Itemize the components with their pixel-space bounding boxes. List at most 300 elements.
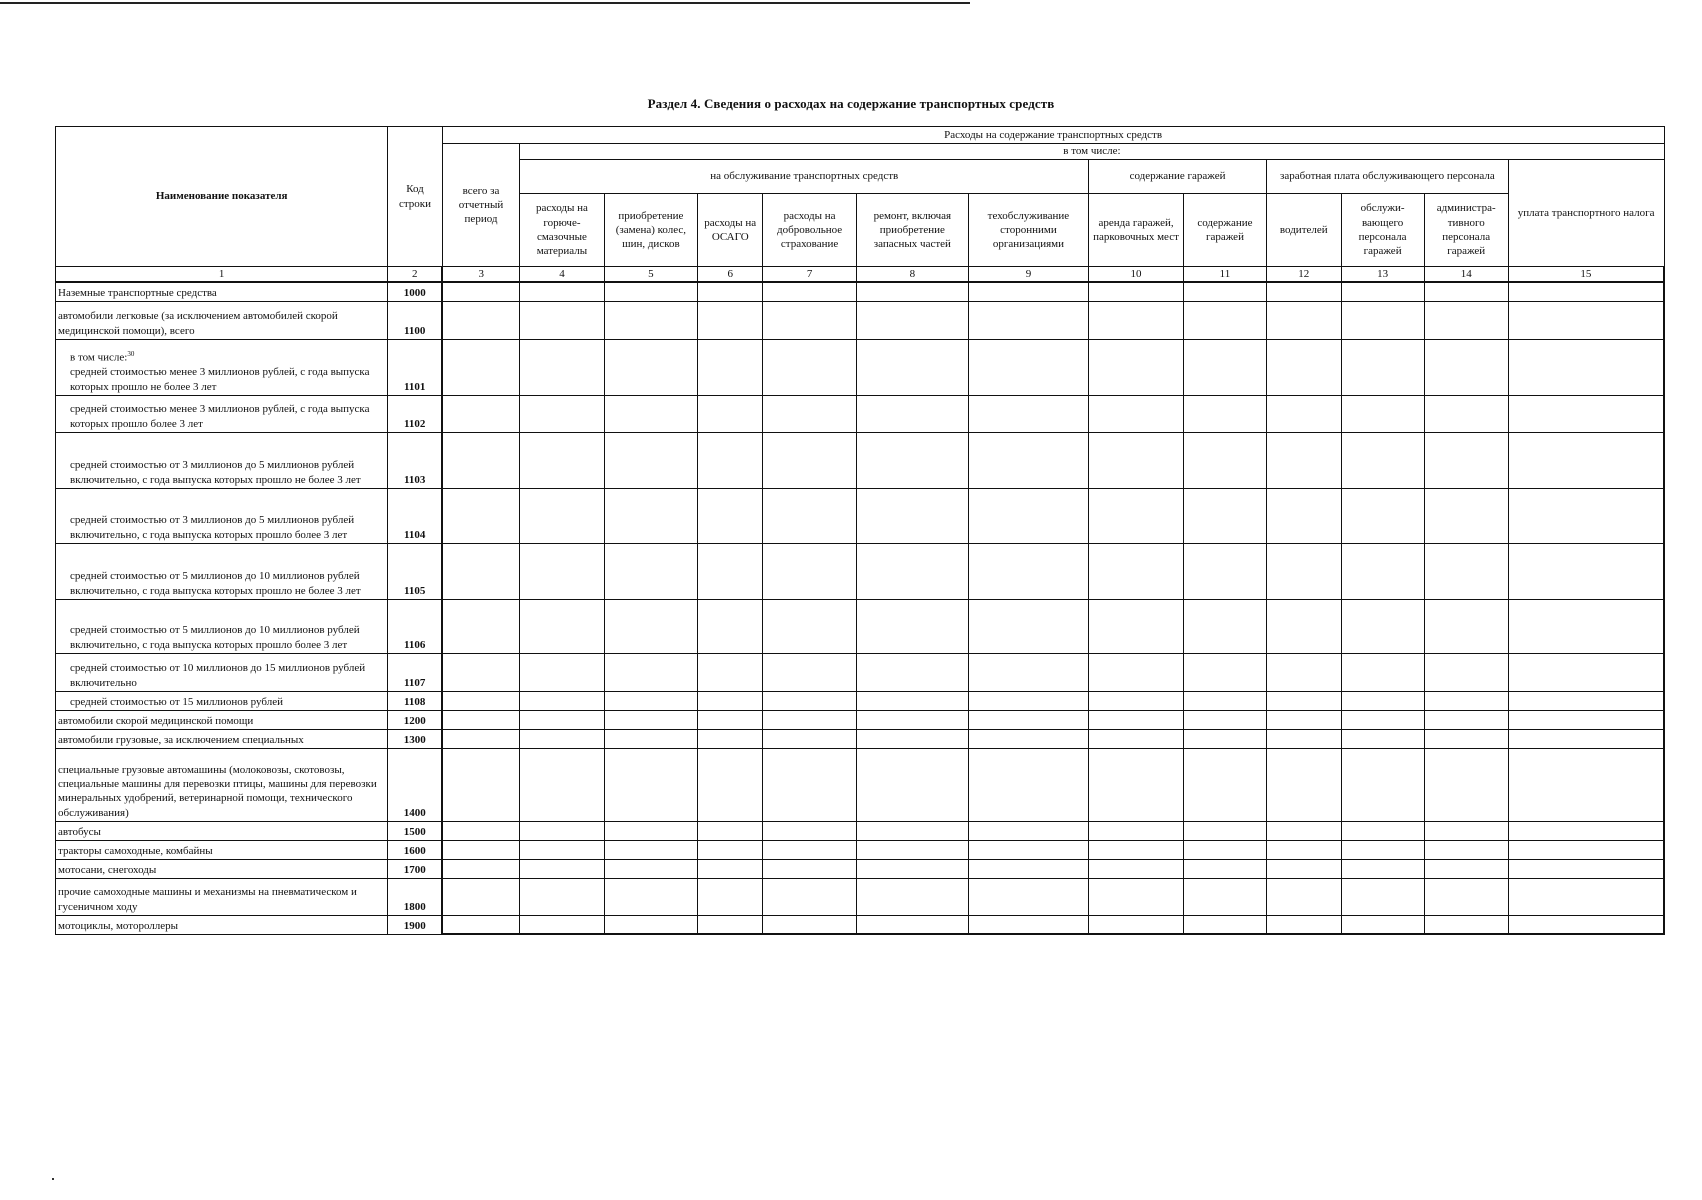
value-cell[interactable] <box>1424 840 1508 859</box>
value-cell[interactable] <box>1183 878 1266 915</box>
value-cell[interactable] <box>968 821 1088 840</box>
value-cell[interactable] <box>698 859 763 878</box>
value-cell[interactable] <box>1089 488 1184 543</box>
header-repair: ремонт, включая приобретение запасных частей <box>856 194 968 267</box>
value-cell[interactable] <box>1089 840 1184 859</box>
value-cell[interactable] <box>763 339 857 395</box>
table-row <box>56 821 1665 840</box>
value-cell[interactable] <box>1424 729 1508 748</box>
value-cell[interactable] <box>763 691 857 710</box>
value-cell[interactable] <box>1183 432 1266 488</box>
value-cell[interactable] <box>520 691 604 710</box>
value-cell[interactable] <box>442 915 520 934</box>
value-cell[interactable] <box>520 599 604 653</box>
value-cell[interactable] <box>604 282 698 301</box>
value-cell[interactable] <box>1267 840 1342 859</box>
header-third-party-service: техобслуживание сторонними организациями <box>968 194 1088 267</box>
column-number: 6 <box>698 267 763 283</box>
row-indicator-name: тракторы самоходные, комбайны <box>56 840 388 859</box>
value-cell[interactable] <box>520 432 604 488</box>
value-cell[interactable] <box>1341 432 1424 488</box>
value-cell[interactable] <box>604 543 698 599</box>
table-row <box>56 710 1665 729</box>
column-number: 4 <box>520 267 604 283</box>
value-cell[interactable] <box>763 878 857 915</box>
value-cell[interactable] <box>1341 729 1424 748</box>
value-cell[interactable] <box>856 878 968 915</box>
column-number: 8 <box>856 267 968 283</box>
value-cell[interactable] <box>698 878 763 915</box>
value-cell[interactable] <box>1089 599 1184 653</box>
header-garages-group: содержание гаражей <box>1089 160 1267 194</box>
value-cell[interactable] <box>1341 915 1424 934</box>
value-cell[interactable] <box>520 488 604 543</box>
table-row <box>56 282 1665 301</box>
value-cell[interactable] <box>698 821 763 840</box>
value-cell[interactable] <box>968 653 1088 691</box>
value-cell[interactable] <box>968 543 1088 599</box>
value-cell[interactable] <box>763 282 857 301</box>
value-cell[interactable] <box>763 840 857 859</box>
value-cell[interactable] <box>763 432 857 488</box>
value-cell[interactable] <box>1341 301 1424 339</box>
value-cell[interactable] <box>1508 653 1664 691</box>
value-cell[interactable] <box>520 748 604 821</box>
value-cell[interactable] <box>968 840 1088 859</box>
value-cell[interactable] <box>698 339 763 395</box>
value-cell[interactable] <box>968 301 1088 339</box>
value-cell[interactable] <box>968 878 1088 915</box>
value-cell[interactable] <box>1089 282 1184 301</box>
value-cell[interactable] <box>520 653 604 691</box>
value-cell[interactable] <box>763 915 857 934</box>
value-cell[interactable] <box>1341 840 1424 859</box>
row-indicator-name: специальные грузовые автомашины (молоковозы, скотовозы, специальные машины для перевозки птицы, машины для перевозки минеральных удобрений, ветеринарной помощи, технического обслуживания) <box>56 748 388 821</box>
value-cell[interactable] <box>1508 710 1664 729</box>
value-cell[interactable] <box>1424 599 1508 653</box>
value-cell[interactable] <box>1508 282 1664 301</box>
header-row-code: Код строки <box>388 127 442 267</box>
value-cell[interactable] <box>1341 748 1424 821</box>
value-cell[interactable] <box>968 488 1088 543</box>
value-cell[interactable] <box>1424 859 1508 878</box>
value-cell[interactable] <box>1089 859 1184 878</box>
value-cell[interactable] <box>1183 653 1266 691</box>
value-cell[interactable] <box>1267 653 1342 691</box>
row-indicator-name: средней стоимостью от 15 миллионов рублей <box>56 691 388 710</box>
value-cell[interactable] <box>1267 488 1342 543</box>
value-cell[interactable] <box>1183 339 1266 395</box>
row-code: 1400 <box>388 748 442 821</box>
value-cell[interactable] <box>1424 653 1508 691</box>
header-garage-upkeep: содержание гаражей <box>1183 194 1266 267</box>
value-cell[interactable] <box>856 488 968 543</box>
value-cell[interactable] <box>1508 915 1664 934</box>
value-cell[interactable] <box>1341 821 1424 840</box>
value-cell[interactable] <box>1508 748 1664 821</box>
header-total-period: всего за отчетный период <box>442 144 520 267</box>
header-maintenance-group: на обслуживание транспортных средств <box>520 160 1089 194</box>
value-cell[interactable] <box>1089 878 1184 915</box>
value-cell[interactable] <box>698 282 763 301</box>
value-cell[interactable] <box>1267 301 1342 339</box>
value-cell[interactable] <box>1424 915 1508 934</box>
value-cell[interactable] <box>442 599 520 653</box>
row-indicator-name: мотоциклы, мотороллеры <box>56 915 388 934</box>
value-cell[interactable] <box>856 840 968 859</box>
value-cell[interactable] <box>1089 729 1184 748</box>
header-service-staff: обслужи-вающего персонала гаражей <box>1341 194 1424 267</box>
header-indicator-name: Наименование показателя <box>56 127 388 267</box>
value-cell[interactable] <box>763 599 857 653</box>
value-cell[interactable] <box>1508 599 1664 653</box>
value-cell[interactable] <box>698 729 763 748</box>
value-cell[interactable] <box>856 691 968 710</box>
value-cell[interactable] <box>1183 840 1266 859</box>
row-indicator-text: средней стоимостью менее 3 миллионов рублей, с года выпуска которых прошло не более 3 лет <box>70 366 370 393</box>
value-cell[interactable] <box>1089 301 1184 339</box>
value-cell[interactable] <box>968 729 1088 748</box>
value-cell[interactable] <box>698 432 763 488</box>
value-cell[interactable] <box>1424 395 1508 432</box>
value-cell[interactable] <box>1267 821 1342 840</box>
column-number: 13 <box>1341 267 1424 283</box>
row-indicator-name: автомобили легковые (за исключением автомобилей скорой медицинской помощи), всего <box>56 301 388 339</box>
value-cell[interactable] <box>1508 859 1664 878</box>
value-cell[interactable] <box>698 710 763 729</box>
value-cell[interactable] <box>1508 878 1664 915</box>
value-cell[interactable] <box>604 729 698 748</box>
row-code: 1106 <box>388 599 442 653</box>
value-cell[interactable] <box>1267 395 1342 432</box>
value-cell[interactable] <box>698 395 763 432</box>
value-cell[interactable] <box>1508 395 1664 432</box>
value-cell[interactable] <box>604 395 698 432</box>
row-indicator-name: мотосани, снегоходы <box>56 859 388 878</box>
row-indicator-name: Наземные транспортные средства <box>56 282 388 301</box>
value-cell[interactable] <box>1267 543 1342 599</box>
header-transport-tax: уплата транспортного налога <box>1508 160 1664 267</box>
value-cell[interactable] <box>1424 282 1508 301</box>
value-cell[interactable] <box>698 488 763 543</box>
value-cell[interactable] <box>698 301 763 339</box>
header-drivers: водителей <box>1267 194 1342 267</box>
value-cell[interactable] <box>1089 395 1184 432</box>
value-cell[interactable] <box>968 859 1088 878</box>
value-cell[interactable] <box>1267 432 1342 488</box>
row-indicator-name: средней стоимостью от 3 миллионов до 5 миллионов рублей включительно, с года выпуска которых прошло не более 3 лет <box>56 432 388 488</box>
value-cell[interactable] <box>1183 301 1266 339</box>
value-cell[interactable] <box>968 915 1088 934</box>
header-admin-staff: администра-тивного персонала гаражей <box>1424 194 1508 267</box>
value-cell[interactable] <box>442 840 520 859</box>
value-cell[interactable] <box>1424 339 1508 395</box>
value-cell[interactable] <box>1267 599 1342 653</box>
value-cell[interactable] <box>1089 339 1184 395</box>
value-cell[interactable] <box>520 395 604 432</box>
value-cell[interactable] <box>1183 729 1266 748</box>
row-indicator-name: автомобили скорой медицинской помощи <box>56 710 388 729</box>
value-cell[interactable] <box>1424 301 1508 339</box>
value-cell[interactable] <box>763 543 857 599</box>
table-row <box>56 691 1665 710</box>
value-cell[interactable] <box>698 543 763 599</box>
value-cell[interactable] <box>520 859 604 878</box>
value-cell[interactable] <box>442 339 520 395</box>
value-cell[interactable] <box>442 691 520 710</box>
table-row <box>56 840 1665 859</box>
column-number: 1 <box>56 267 388 283</box>
value-cell[interactable] <box>698 599 763 653</box>
value-cell[interactable] <box>604 748 698 821</box>
value-cell[interactable] <box>442 653 520 691</box>
value-cell[interactable] <box>763 748 857 821</box>
table-row <box>56 395 1665 432</box>
value-cell[interactable] <box>520 729 604 748</box>
value-cell[interactable] <box>1424 432 1508 488</box>
value-cell[interactable] <box>1424 691 1508 710</box>
value-cell[interactable] <box>1267 691 1342 710</box>
column-number: 15 <box>1508 267 1664 283</box>
header-garage-rent: аренда гаражей, парковочных мест <box>1089 194 1184 267</box>
value-cell[interactable] <box>1267 859 1342 878</box>
value-cell[interactable] <box>442 301 520 339</box>
value-cell[interactable] <box>1089 543 1184 599</box>
value-cell[interactable] <box>442 395 520 432</box>
row-code: 1600 <box>388 840 442 859</box>
row-including-label: в том числе: <box>70 351 128 364</box>
value-cell[interactable] <box>604 599 698 653</box>
value-cell[interactable] <box>856 729 968 748</box>
value-cell[interactable] <box>856 432 968 488</box>
value-cell[interactable] <box>1183 691 1266 710</box>
header-osago: расходы на ОСАГО <box>698 194 763 267</box>
value-cell[interactable] <box>1183 395 1266 432</box>
value-cell[interactable] <box>1424 488 1508 543</box>
value-cell[interactable] <box>442 859 520 878</box>
value-cell[interactable] <box>1341 691 1424 710</box>
value-cell[interactable] <box>604 915 698 934</box>
value-cell[interactable] <box>520 339 604 395</box>
value-cell[interactable] <box>1089 915 1184 934</box>
value-cell[interactable] <box>856 859 968 878</box>
value-cell[interactable] <box>1089 432 1184 488</box>
value-cell[interactable] <box>763 301 857 339</box>
value-cell[interactable] <box>604 488 698 543</box>
value-cell[interactable] <box>968 395 1088 432</box>
value-cell[interactable] <box>763 821 857 840</box>
value-cell[interactable] <box>856 915 968 934</box>
row-code: 1000 <box>388 282 442 301</box>
value-cell[interactable] <box>968 432 1088 488</box>
value-cell[interactable] <box>1424 543 1508 599</box>
value-cell[interactable] <box>1508 301 1664 339</box>
value-cell[interactable] <box>1341 878 1424 915</box>
top-rule <box>0 2 970 4</box>
value-cell[interactable] <box>1183 543 1266 599</box>
value-cell[interactable] <box>442 282 520 301</box>
value-cell[interactable] <box>856 339 968 395</box>
value-cell[interactable] <box>1267 915 1342 934</box>
header-salary-group: заработная плата обслуживающего персонала <box>1267 160 1509 194</box>
value-cell[interactable] <box>604 840 698 859</box>
value-cell[interactable] <box>1341 339 1424 395</box>
value-cell[interactable] <box>604 301 698 339</box>
value-cell[interactable] <box>1508 488 1664 543</box>
value-cell[interactable] <box>1424 878 1508 915</box>
row-code: 1300 <box>388 729 442 748</box>
value-cell[interactable] <box>442 748 520 821</box>
value-cell[interactable] <box>1424 821 1508 840</box>
value-cell[interactable] <box>856 282 968 301</box>
value-cell[interactable] <box>604 432 698 488</box>
value-cell[interactable] <box>442 729 520 748</box>
value-cell[interactable] <box>1183 748 1266 821</box>
value-cell[interactable] <box>763 710 857 729</box>
value-cell[interactable] <box>698 915 763 934</box>
value-cell[interactable] <box>442 432 520 488</box>
header-fuel: расходы на горюче-смазочные материалы <box>520 194 604 267</box>
value-cell[interactable] <box>763 488 857 543</box>
value-cell[interactable] <box>1183 710 1266 729</box>
value-cell[interactable] <box>856 748 968 821</box>
value-cell[interactable] <box>1508 543 1664 599</box>
value-cell[interactable] <box>856 301 968 339</box>
value-cell[interactable] <box>1508 432 1664 488</box>
table-row <box>56 339 1665 395</box>
value-cell[interactable] <box>604 821 698 840</box>
value-cell[interactable] <box>968 748 1088 821</box>
column-number: 14 <box>1424 267 1508 283</box>
value-cell[interactable] <box>604 859 698 878</box>
value-cell[interactable] <box>763 729 857 748</box>
row-code: 1103 <box>388 432 442 488</box>
value-cell[interactable] <box>763 653 857 691</box>
value-cell[interactable] <box>968 691 1088 710</box>
value-cell[interactable] <box>1267 878 1342 915</box>
value-cell[interactable] <box>1183 282 1266 301</box>
value-cell[interactable] <box>604 878 698 915</box>
value-cell[interactable] <box>968 339 1088 395</box>
value-cell[interactable] <box>763 859 857 878</box>
value-cell[interactable] <box>1341 282 1424 301</box>
value-cell[interactable] <box>698 653 763 691</box>
value-cell[interactable] <box>1341 488 1424 543</box>
value-cell[interactable] <box>1341 653 1424 691</box>
value-cell[interactable] <box>1183 915 1266 934</box>
table-row <box>56 915 1665 934</box>
value-cell[interactable] <box>604 691 698 710</box>
value-cell[interactable] <box>1508 339 1664 395</box>
value-cell[interactable] <box>1267 748 1342 821</box>
row-indicator-name: средней стоимостью от 10 миллионов до 15 миллионов рублей включительно <box>56 653 388 691</box>
scan-speck <box>52 1178 54 1180</box>
value-cell[interactable] <box>520 878 604 915</box>
row-indicator-name: автомобили грузовые, за исключением специальных <box>56 729 388 748</box>
value-cell[interactable] <box>520 710 604 729</box>
value-cell[interactable] <box>1508 691 1664 710</box>
value-cell[interactable] <box>698 840 763 859</box>
header-tires: приобретение (замена) колес, шин, дисков <box>604 194 698 267</box>
value-cell[interactable] <box>1424 710 1508 729</box>
value-cell[interactable] <box>698 691 763 710</box>
row-code: 1108 <box>388 691 442 710</box>
value-cell[interactable] <box>1508 840 1664 859</box>
value-cell[interactable] <box>1089 821 1184 840</box>
table-row <box>56 301 1665 339</box>
value-cell[interactable] <box>856 821 968 840</box>
row-indicator-name: автобусы <box>56 821 388 840</box>
value-cell[interactable] <box>604 339 698 395</box>
row-code: 1700 <box>388 859 442 878</box>
row-code: 1900 <box>388 915 442 934</box>
value-cell[interactable] <box>1089 710 1184 729</box>
value-cell[interactable] <box>442 710 520 729</box>
value-cell[interactable] <box>442 488 520 543</box>
value-cell[interactable] <box>856 543 968 599</box>
section-title: Раздел 4. Сведения о расходах на содержание транспортных средств <box>647 96 1055 111</box>
value-cell[interactable] <box>604 653 698 691</box>
value-cell[interactable] <box>1183 488 1266 543</box>
value-cell[interactable] <box>763 395 857 432</box>
value-cell[interactable] <box>604 710 698 729</box>
value-cell[interactable] <box>1183 859 1266 878</box>
value-cell[interactable] <box>442 543 520 599</box>
value-cell[interactable] <box>968 599 1088 653</box>
value-cell[interactable] <box>520 282 604 301</box>
value-cell[interactable] <box>1508 821 1664 840</box>
value-cell[interactable] <box>1183 599 1266 653</box>
value-cell[interactable] <box>856 653 968 691</box>
value-cell[interactable] <box>1508 729 1664 748</box>
value-cell[interactable] <box>856 395 968 432</box>
row-code: 1102 <box>388 395 442 432</box>
value-cell[interactable] <box>1267 339 1342 395</box>
expenses-table <box>55 126 1665 935</box>
value-cell[interactable] <box>1341 710 1424 729</box>
value-cell[interactable] <box>1341 599 1424 653</box>
value-cell[interactable] <box>1267 729 1342 748</box>
value-cell[interactable] <box>1089 653 1184 691</box>
row-indicator-name <box>56 339 388 395</box>
value-cell[interactable] <box>1267 282 1342 301</box>
value-cell[interactable] <box>1424 748 1508 821</box>
value-cell[interactable] <box>442 878 520 915</box>
value-cell[interactable] <box>520 543 604 599</box>
column-number: 12 <box>1267 267 1342 283</box>
row-code: 1105 <box>388 543 442 599</box>
value-cell[interactable] <box>1089 691 1184 710</box>
value-cell[interactable] <box>698 748 763 821</box>
value-cell[interactable] <box>1089 748 1184 821</box>
value-cell[interactable] <box>520 301 604 339</box>
value-cell[interactable] <box>442 821 520 840</box>
value-cell[interactable] <box>1267 710 1342 729</box>
value-cell[interactable] <box>520 821 604 840</box>
value-cell[interactable] <box>1183 821 1266 840</box>
value-cell[interactable] <box>856 599 968 653</box>
value-cell[interactable] <box>856 710 968 729</box>
value-cell[interactable] <box>1341 543 1424 599</box>
value-cell[interactable] <box>968 282 1088 301</box>
column-number: 7 <box>763 267 857 283</box>
value-cell[interactable] <box>520 840 604 859</box>
value-cell[interactable] <box>520 915 604 934</box>
row-indicator-name: средней стоимостью от 5 миллионов до 10 миллионов рублей включительно, с года выпуска которых прошло более 3 лет <box>56 599 388 653</box>
value-cell[interactable] <box>968 710 1088 729</box>
value-cell[interactable] <box>1341 859 1424 878</box>
value-cell[interactable] <box>1341 395 1424 432</box>
